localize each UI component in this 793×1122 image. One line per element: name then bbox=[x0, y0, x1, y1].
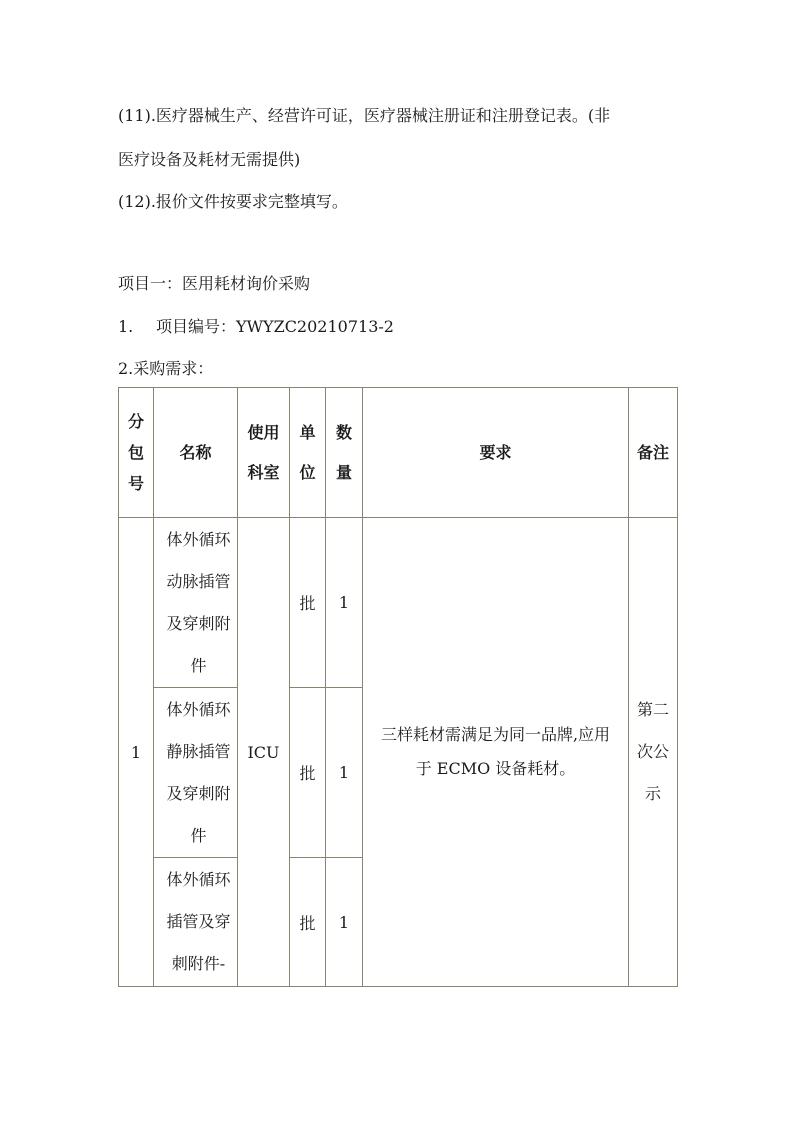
header-unit: 单 位 bbox=[290, 388, 326, 518]
cell-requirement: 三样耗材需满足为同一品牌,应用 于 ECMO 设备耗材。 bbox=[363, 518, 629, 987]
cell-remark: 第二 次公 示 bbox=[629, 518, 678, 987]
project-number bbox=[118, 319, 394, 335]
cell-quantity: 1 bbox=[326, 688, 363, 858]
header-department: 使用 科室 bbox=[238, 388, 290, 518]
table-header-row bbox=[119, 388, 678, 518]
paragraph-license-note: 医疗设备及耗材无需提供) bbox=[118, 150, 301, 169]
header-quantity: 数 量 bbox=[326, 388, 363, 518]
cell-quantity: 1 bbox=[326, 518, 363, 688]
cell-unit: 批 bbox=[290, 858, 326, 987]
table-row bbox=[119, 518, 678, 688]
project-title: 项目一：医用耗材询价采购 bbox=[118, 274, 311, 293]
cell-department: ICU bbox=[238, 518, 290, 987]
cell-unit: 批 bbox=[290, 518, 326, 688]
cell-package-no: 1 bbox=[119, 518, 154, 987]
procurement-needs-heading: 2.采购需求： bbox=[118, 359, 214, 378]
cell-item-name: 体外循环 静脉插管 及穿刺附 件 bbox=[154, 688, 238, 858]
procurement-table bbox=[118, 387, 678, 987]
paragraph-license-requirement: (11).医疗器械生产、经营许可证，医疗器械注册证和注册登记表。(非 bbox=[118, 106, 611, 125]
header-requirement: 要求 bbox=[363, 388, 629, 518]
cell-item-name: 体外循环 插管及穿 刺附件- bbox=[154, 858, 238, 987]
project-number-text: 项目编号：YWYZC20210713-2 bbox=[156, 317, 394, 336]
header-package-no: 分 包 号 bbox=[119, 388, 154, 518]
header-remark: 备注 bbox=[629, 388, 678, 518]
cell-unit: 批 bbox=[290, 688, 326, 858]
paragraph-quote-requirement: (12).报价文件按要求完整填写。 bbox=[118, 192, 348, 211]
header-name: 名称 bbox=[154, 388, 238, 518]
cell-item-name: 体外循环 动脉插管 及穿刺附 件 bbox=[154, 518, 238, 688]
project-number-index: 1. bbox=[118, 317, 134, 336]
cell-quantity: 1 bbox=[326, 858, 363, 987]
